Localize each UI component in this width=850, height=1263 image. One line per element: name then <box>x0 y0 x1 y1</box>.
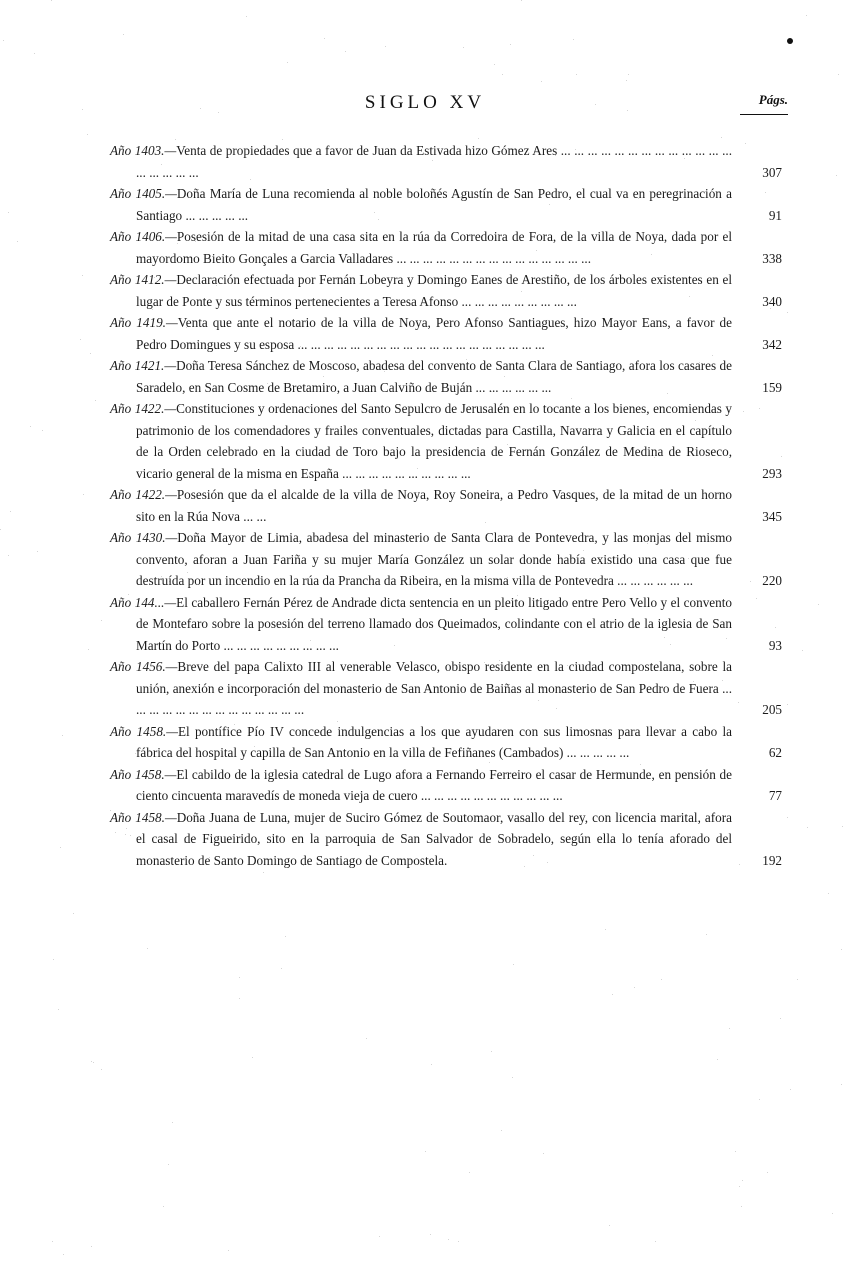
entry-text <box>110 484 738 527</box>
entry-page-number: 345 <box>762 508 782 524</box>
entry-page-number: 77 <box>768 788 782 803</box>
paper-speckle <box>179 406 180 407</box>
entry-description: El pontífice Pío IV concede indulgencias a los que ayudaren con sus limosnas para llevar a cabo la fábrica del hospital y capilla de San Antonio en la villa de Fefiñanes (Cambados) ... ... ... ... ... <box>136 723 732 760</box>
paper-speckle <box>126 828 127 829</box>
paper-speckle <box>655 1241 656 1242</box>
paper-speckle <box>431 1064 432 1065</box>
paper-speckle <box>53 959 54 960</box>
paper-speckle <box>379 1236 380 1237</box>
paper-speckle <box>627 110 628 111</box>
paper-speckle <box>739 1186 740 1187</box>
paper-speckle <box>828 893 829 894</box>
paper-speckle <box>571 398 572 399</box>
paper-speckle <box>606 738 607 739</box>
paper-speckle <box>34 53 35 54</box>
entry-page-number: 220 <box>762 573 782 588</box>
paper-speckle <box>263 872 264 873</box>
paper-speckle <box>780 1018 781 1019</box>
paper-speckle <box>626 80 627 81</box>
paper-speckle <box>184 842 185 843</box>
entry-page-number: 342 <box>762 336 782 352</box>
paper-speckle <box>705 234 706 235</box>
entry-page-number: 91 <box>768 207 782 223</box>
paper-speckle <box>538 700 539 701</box>
paper-speckle <box>787 704 788 705</box>
paper-speckle <box>52 1241 53 1242</box>
paper-speckle <box>787 817 788 818</box>
paper-speckle <box>522 623 523 624</box>
paper-speckle <box>17 241 18 242</box>
index-entry <box>110 807 782 872</box>
paper-speckle <box>329 735 330 736</box>
index-entry <box>110 527 782 592</box>
entry-page-number: 205 <box>762 702 782 717</box>
index-entry <box>110 269 782 312</box>
paper-speckle <box>485 522 486 523</box>
paper-speckle <box>612 994 613 995</box>
entry-text <box>110 269 738 312</box>
paper-speckle <box>790 1089 791 1090</box>
paper-speckle <box>469 1172 470 1173</box>
entry-description: Venta de propiedades que a favor de Juan da Estivada hizo Gómez Ares ... ... ... ... ... ... ... ... ... ... ... ... ... ... ... ... ... ... <box>136 143 733 180</box>
paper-speckle <box>172 1122 173 1123</box>
paper-speckle <box>154 277 155 278</box>
paper-speckle <box>214 367 215 368</box>
paper-speckle <box>418 496 419 497</box>
entry-text <box>110 398 738 484</box>
entry-year-label: Año 1405.— <box>110 186 177 201</box>
paper-speckle <box>366 1038 367 1039</box>
paper-speckle <box>163 1206 164 1207</box>
paper-speckle <box>10 511 11 512</box>
paper-speckle <box>169 581 170 582</box>
paper-speckle <box>807 827 808 828</box>
paper-speckle <box>661 979 662 980</box>
paper-speckle <box>82 109 83 110</box>
paper-speckle <box>425 1151 426 1152</box>
paper-speckle <box>168 1164 169 1165</box>
paper-speckle <box>254 746 255 747</box>
paper-speckle <box>448 1239 449 1240</box>
paper-speckle <box>83 494 84 495</box>
entry-text <box>110 140 738 183</box>
paper-speckle <box>647 543 648 544</box>
entry-text <box>110 807 738 872</box>
paper-speckle <box>87 134 88 135</box>
paper-speckle <box>605 929 606 930</box>
paper-speckle <box>556 708 557 709</box>
paper-speckle <box>264 192 265 193</box>
paper-speckle <box>706 934 707 935</box>
entry-page-number: 93 <box>768 637 782 653</box>
index-entry-list <box>110 140 782 871</box>
entry-page-number: 338 <box>762 250 782 266</box>
paper-speckle <box>549 204 550 205</box>
entry-description: Doña Mayor de Limia, abadesa del minasterio de Santa Clara de Pontevedra, y las monjas del mismo convento, aforan a Juan Fariña y su mujer María González un solar donde había existido una casa que fue destruída por un incendio en la rúa da Prancha da Ribeira, en la misma villa de Pontevedra ... ... ... ... ... ... <box>136 530 733 588</box>
paper-speckle <box>787 312 788 313</box>
entry-text <box>110 656 738 721</box>
entry-page-number: 159 <box>762 379 782 395</box>
entry-text <box>110 183 738 226</box>
paper-speckle <box>287 62 288 63</box>
entry-description: Doña Teresa Sánchez de Moscoso, abadesa del convento de Santa Clara de Santiago, afora los casares de Saradelo, en San Cosme de Bretamiro, a Juan Calviño de Buján ... ... ... ... ... ... <box>136 358 732 395</box>
paper-speckle <box>647 727 648 728</box>
entry-year-label: Año 1458.— <box>110 809 177 825</box>
paper-speckle <box>384 371 385 372</box>
entry-year-label: Año 144...— <box>110 594 177 610</box>
index-entry <box>110 656 782 721</box>
paper-speckle <box>200 108 201 109</box>
paper-speckle <box>781 456 782 457</box>
paper-speckle <box>88 649 89 650</box>
paper-speckle <box>37 551 38 552</box>
paper-speckle <box>504 198 505 199</box>
paper-speckle <box>759 408 760 409</box>
paper-speckle <box>239 977 240 978</box>
paper-speckle <box>42 430 43 431</box>
paper-speckle <box>433 665 434 666</box>
paper-speckle <box>521 0 522 1</box>
paper-speckle <box>628 74 629 75</box>
paper-speckle <box>430 1234 431 1235</box>
paper-speckle <box>507 577 508 578</box>
paper-speckle <box>595 104 596 105</box>
paper-speckle <box>722 680 723 681</box>
index-entry <box>110 140 782 183</box>
paper-speckle <box>738 702 739 703</box>
paper-speckle <box>218 112 219 113</box>
paper-speckle <box>756 598 757 599</box>
paper-speckle <box>246 16 247 17</box>
paper-speckle <box>640 764 641 765</box>
paper-speckle <box>209 857 210 858</box>
entry-year-label: Año 1422.— <box>110 487 177 502</box>
index-entry <box>110 226 782 269</box>
paper-speckle <box>63 1254 64 1255</box>
paper-speckle <box>80 339 81 340</box>
paper-speckle <box>567 665 568 666</box>
paper-speckle <box>58 1009 59 1010</box>
paper-speckle <box>573 39 574 40</box>
paper-speckle <box>832 1213 833 1214</box>
entry-text <box>110 721 738 764</box>
index-entry <box>110 312 782 355</box>
paper-speckle <box>178 532 179 533</box>
paper-speckle <box>448 729 449 730</box>
paper-speckle <box>95 400 96 401</box>
entry-year-label: Año 1422.— <box>110 401 177 416</box>
paper-speckle <box>575 149 576 150</box>
entry-year-label: Año 1458.— <box>110 723 178 739</box>
paper-speckle <box>499 660 500 661</box>
entry-description: Posesión que da el alcalde de la villa de Noya, Roy Soneira, a Pedro Vasques, de la mitad de un horno sito en la Rúa Nova ... ... <box>136 487 732 524</box>
paper-speckle <box>717 1059 718 1060</box>
paper-speckle <box>234 724 235 725</box>
paper-speckle <box>491 391 492 392</box>
paper-speckle <box>177 243 178 244</box>
entry-year-label: Año 1456.— <box>110 659 178 674</box>
entry-page-number: 293 <box>762 465 782 481</box>
paper-speckle <box>250 179 251 180</box>
entry-text <box>110 764 738 807</box>
pages-column-header: Págs. <box>758 92 788 107</box>
page-title: SIGLO XV <box>364 92 486 113</box>
paper-speckle <box>156 756 157 757</box>
paper-speckle <box>517 595 518 596</box>
paper-speckle <box>504 376 505 377</box>
paper-speckle <box>765 192 766 193</box>
paper-speckle <box>491 1051 492 1052</box>
paper-speckle <box>91 1061 92 1062</box>
paper-speckle <box>688 558 689 559</box>
paper-speckle <box>135 753 136 754</box>
entry-description: Doña María de Luna recomienda al noble boloñés Agustín de San Pedro, el cual va en peregrinación a Santiago ... ... ... ... ... <box>136 186 732 223</box>
paper-speckle <box>417 468 418 469</box>
paper-speckle <box>60 847 61 848</box>
paper-speckle <box>466 359 467 360</box>
paper-speckle <box>750 581 751 582</box>
entry-description: Breve del papa Calixto III al venerable Velasco, obispo residente en la ciudad compostelana, sobre la unión, anexión e incorporación del monasterio de San Antonio de Baiñas al monasterio de San Pedro de Fuera ... ... ... ... ... ... ... ... ... ... ... ... ... ... <box>136 659 732 717</box>
index-entry <box>110 398 782 484</box>
paper-speckle <box>323 376 324 377</box>
paper-speckle <box>8 555 9 556</box>
entry-description: El caballero Fernán Pérez de Andrade dicta sentencia en un pleito litigado entre Pero Vello y el convento de Montefaro sobre la posesión del terreno llamado dos Queimados, colindante con el atrio de la iglesia de San Martín do Porto ... ... ... ... ... ... ... ... ... <box>136 594 733 653</box>
entry-page-number: 340 <box>762 293 782 309</box>
index-entry <box>110 721 782 764</box>
paper-speckle <box>110 284 111 285</box>
paper-speckle <box>555 155 556 156</box>
entry-year-label: Año 1430.— <box>110 530 178 545</box>
index-entry <box>110 484 782 527</box>
paper-speckle <box>670 644 671 645</box>
paper-speckle <box>541 688 542 689</box>
paper-speckle <box>745 143 746 144</box>
paper-speckle <box>729 1028 730 1029</box>
entry-year-label: Año 1412.— <box>110 272 177 287</box>
paper-speckle <box>91 1246 92 1247</box>
paper-speckle <box>381 100 382 101</box>
paper-speckle <box>836 175 837 176</box>
paper-speckle <box>512 1077 513 1078</box>
paper-speckle <box>93 1062 94 1063</box>
entry-page-number: 62 <box>768 745 782 760</box>
entry-description: El cabildo de la iglesia catedral de Lugo afora a Fernando Ferreiro el casar de Hermunde, en pensión de ciento cincuenta maravedís de moneda vieja de cuero ... ... ... ... ... ... ... ... ... ... ... <box>136 766 733 803</box>
paper-speckle <box>458 1241 459 1242</box>
paper-speckle <box>175 139 176 140</box>
paper-speckle <box>125 834 126 835</box>
paper-speckle <box>695 420 696 421</box>
paper-speckle <box>806 15 807 16</box>
paper-speckle <box>521 291 522 292</box>
paper-speckle <box>536 250 537 251</box>
paper-speckle <box>726 638 727 639</box>
paper-speckle <box>693 681 694 682</box>
paper-speckle <box>101 1069 102 1070</box>
paper-speckle <box>547 862 548 863</box>
paper-speckle <box>818 604 819 605</box>
paper-speckle <box>463 198 464 199</box>
entry-page-number: 307 <box>762 164 782 180</box>
paper-speckle <box>664 637 665 638</box>
paper-speckle <box>775 627 776 628</box>
index-entry <box>110 592 782 657</box>
paper-speckle <box>90 353 91 354</box>
paper-speckle <box>195 241 196 242</box>
paper-speckle <box>699 362 700 363</box>
paper-speckle <box>770 308 771 309</box>
paper-speckle <box>651 254 652 255</box>
paper-speckle <box>130 835 131 836</box>
paper-speckle <box>161 576 162 577</box>
paper-speckle <box>634 987 635 988</box>
paper-speckle <box>463 47 464 48</box>
paper-speckle <box>501 1130 502 1131</box>
paper-speckle <box>216 285 217 286</box>
paper-speckle <box>239 998 240 999</box>
index-entry <box>110 183 782 226</box>
paper-speckle <box>533 855 534 856</box>
paper-speckle <box>689 296 690 297</box>
paper-speckle <box>3 40 4 41</box>
paper-speckle <box>502 74 503 75</box>
paper-speckle <box>767 1172 768 1173</box>
paper-speckle <box>152 309 153 310</box>
paper-speckle <box>576 74 577 75</box>
paper-speckle <box>186 327 187 328</box>
paper-speckle <box>541 81 542 82</box>
entry-text <box>110 592 738 657</box>
paper-speckle <box>394 645 395 646</box>
paper-speckle <box>374 212 375 213</box>
paper-speckle <box>30 426 31 427</box>
paper-speckle <box>128 594 129 595</box>
paper-speckle <box>507 444 508 445</box>
paper-speckle <box>187 572 188 573</box>
paper-speckle <box>303 865 304 866</box>
paper-speckle <box>583 550 584 551</box>
entry-year-label: Año 1458.— <box>110 766 177 782</box>
entry-year-label: Año 1406.— <box>110 229 177 244</box>
paper-speckle <box>568 451 569 452</box>
paper-speckle <box>524 866 525 867</box>
paper-speckle <box>838 74 839 75</box>
paper-speckle <box>721 137 722 138</box>
paper-speckle <box>667 393 668 394</box>
index-entry <box>110 764 782 807</box>
paper-speckle <box>432 160 433 161</box>
paper-speckle <box>385 46 386 47</box>
entry-page-number: 192 <box>762 852 782 868</box>
paper-speckle <box>494 64 495 65</box>
paper-speckle <box>513 964 514 965</box>
paper-speckle <box>742 1180 743 1181</box>
entry-year-label: Año 1403.— <box>110 143 177 158</box>
paper-speckle <box>654 457 655 458</box>
paper-speckle <box>82 275 83 276</box>
paper-speckle <box>489 762 490 763</box>
paper-speckle <box>378 219 379 220</box>
entry-text <box>110 527 738 592</box>
paper-speckle <box>161 164 162 165</box>
paper-speckle <box>802 650 803 651</box>
entry-description: Venta que ante el notario de la villa de Noya, Pero Afonso Santiagues, hizo Mayor Eans, a favor de Pedro Domingues y su esposa ... ... ... ... ... ... ... ... ... ... ... ... ... ... ... ... ... ... ... <box>136 315 732 352</box>
paper-speckle <box>797 979 798 980</box>
page-header <box>0 92 850 114</box>
paper-speckle <box>478 138 479 139</box>
entry-year-label: Año 1421.— <box>110 358 177 373</box>
paper-speckle <box>51 0 52 1</box>
paper-speckle <box>337 721 338 722</box>
paper-speckle <box>712 355 713 356</box>
paper-speckle <box>282 139 283 140</box>
index-entry <box>110 355 782 398</box>
paper-speckle <box>101 620 102 621</box>
pages-column-rule <box>740 114 788 115</box>
paper-speckle <box>702 840 703 841</box>
paper-speckle <box>252 1057 253 1058</box>
paper-speckle <box>484 662 485 663</box>
entry-text <box>110 226 738 269</box>
entry-description: Posesión de la mitad de una casa sita en la rúa da Corredoira de Fora, de la villa de Noya, dada por el mayordomo Bieito Gonçales a Garcia Valladares ... ... ... ... ... ... ... ... ... ... ... ... ... ... ... <box>136 229 732 266</box>
paper-speckle <box>228 1250 229 1251</box>
paper-speckle <box>759 1099 760 1100</box>
paper-speckle <box>739 864 740 865</box>
paper-speckle <box>324 38 325 39</box>
paper-speckle <box>0 529 1 530</box>
paper-speckle <box>638 198 639 199</box>
paper-speckle <box>62 735 63 736</box>
paper-speckle <box>267 383 268 384</box>
paper-speckle <box>582 562 583 563</box>
paper-speckle <box>743 411 744 412</box>
paper-speckle <box>741 1206 742 1207</box>
entry-description: Declaración efectuada por Fernán Lobeyra y Domingo Eanes de Arestiño, de los árboles existentes en el lugar de Ponte y sus términos pertenecientes a Teresa Afonso ... ... ... ... ... ... ... ... ... <box>136 272 733 309</box>
entry-description: Doña Juana de Luna, mujer de Suciro Gómez de Soutomaor, vasallo del rey, con licencia marital, afora el casal de Figueirido, sito en la parroquia de San Salvador de Sobradelo, según ella lo tenía aforado del monasterio de Santo Domingo de Santiago de Compostela. <box>136 809 732 868</box>
entry-description: Constituciones y ordenaciones del Santo Sepulcro de Jerusalén en lo tocante a los bienes, encomiendas y patrimonio de los comendadores y frailes conventuales, dictadas para Castilla, Navarra y Galicia en el capítulo de la Orden celebrado en la ciudad de Toro bajo la presidencia de Fernán González de Medina de Rioseco, vicario general de la misma en España ... ... ... ... ... ... ... ... ... ... <box>136 401 733 481</box>
paper-speckle <box>300 346 301 347</box>
paper-speckle <box>115 832 116 833</box>
paper-speckle <box>110 810 111 811</box>
paper-speckle <box>73 913 74 914</box>
paper-speckle <box>841 949 842 950</box>
paper-speckle <box>609 1225 610 1226</box>
paper-speckle <box>510 44 511 45</box>
paper-speckle <box>345 51 346 52</box>
paper-speckle <box>405 495 406 496</box>
paper-speckle <box>841 1084 842 1085</box>
entry-text <box>110 312 738 355</box>
paper-speckle <box>8 212 9 213</box>
paper-speckle <box>123 34 124 35</box>
paper-speckle <box>510 776 511 777</box>
paper-speckle <box>543 1153 544 1154</box>
paper-speckle <box>281 968 282 969</box>
paper-speckle <box>634 626 635 627</box>
paper-speckle <box>735 1151 736 1152</box>
paper-speckle <box>684 158 685 159</box>
paper-speckle <box>147 948 148 949</box>
paper-speckle <box>285 936 286 937</box>
ink-dot-mark <box>787 38 793 44</box>
paper-speckle <box>842 826 843 827</box>
paper-speckle <box>310 640 311 641</box>
entry-year-label: Año 1419.— <box>110 315 178 330</box>
entry-text <box>110 355 738 398</box>
